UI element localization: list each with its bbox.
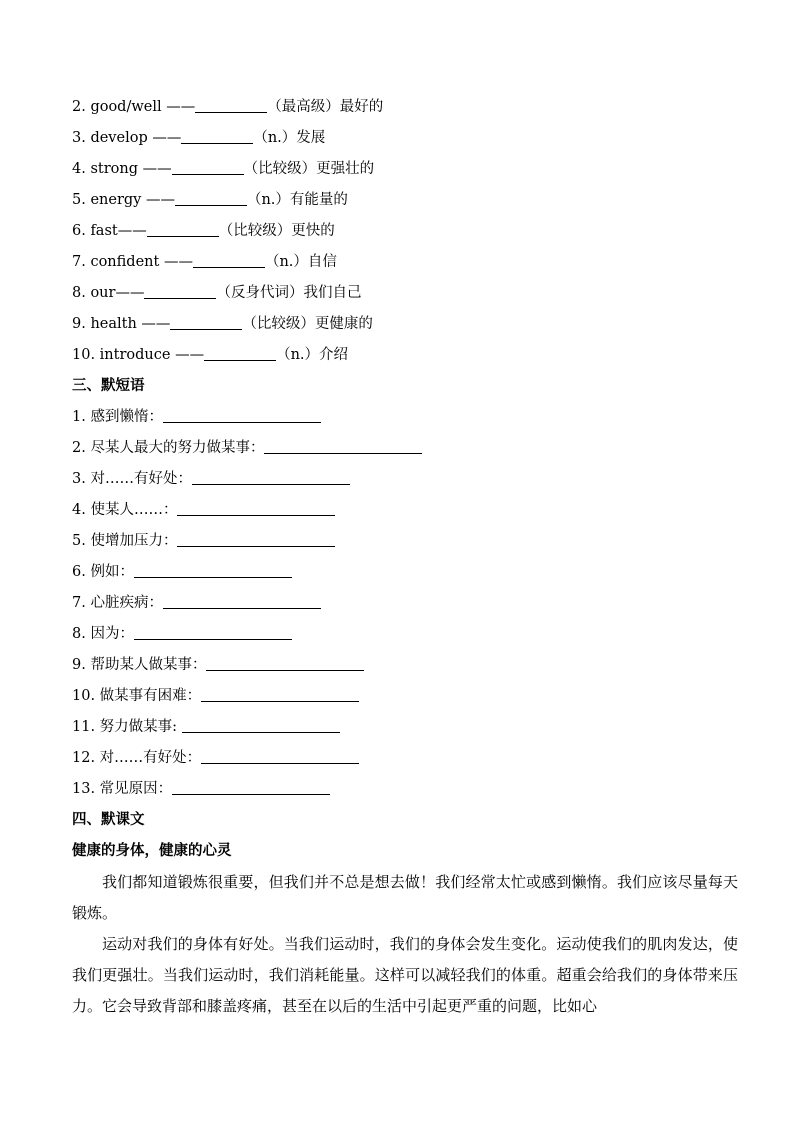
answer-blank[interactable] xyxy=(177,498,335,516)
answer-blank[interactable] xyxy=(201,684,359,702)
phrase-item: 3. 对……有好处： xyxy=(72,464,738,495)
answer-blank[interactable] xyxy=(195,95,267,113)
vocab-item: 2. good/well —— （最高级）最好的 xyxy=(72,92,738,123)
phrase-item: 7. 心脏疾病： xyxy=(72,588,738,619)
vocab-item: 3. develop —— （n.）发展 xyxy=(72,123,738,154)
phrase-item: 8. 因为： xyxy=(72,619,738,650)
answer-blank[interactable] xyxy=(192,467,350,485)
answer-blank[interactable] xyxy=(175,188,247,206)
phrase-item: 2. 尽某人最大的努力做某事： xyxy=(72,433,738,464)
vocab-item: 6. fast—— （比较级）更快的 xyxy=(72,216,738,247)
vocab-item: 8. our—— （反身代词）我们自己 xyxy=(72,278,738,309)
answer-blank[interactable] xyxy=(163,405,321,423)
vocab-item: 7. confident —— （n.）自信 xyxy=(72,247,738,278)
phrase-item: 4. 使某人……： xyxy=(72,495,738,526)
vocab-item: 10. introduce —— （n.）介绍 xyxy=(72,340,738,371)
answer-blank[interactable] xyxy=(134,622,292,640)
phrase-item: 11. 努力做某事: xyxy=(72,712,738,743)
vocab-item: 4. strong —— （比较级）更强壮的 xyxy=(72,154,738,185)
answer-blank[interactable] xyxy=(144,281,216,299)
answer-blank[interactable] xyxy=(147,219,219,237)
passage-paragraph: 运动对我们的身体有好处。当我们运动时，我们的身体会发生变化。运动使我们的肌肉发达，使我们更强壮。当我们运动时，我们消耗能量。这样可以减轻我们的体重。超重会给我们的身体带来压力。它会导致背部和膝盖疼痛，甚至在以后的生活中引起更严重的问题，比如心 xyxy=(72,935,738,1015)
section-heading-text: 四、默课文 xyxy=(72,812,145,828)
answer-blank[interactable] xyxy=(182,715,340,733)
phrase-item: 5. 使增加压力： xyxy=(72,526,738,557)
answer-blank[interactable] xyxy=(264,436,422,454)
answer-blank[interactable] xyxy=(181,126,253,144)
phrase-item: 6. 例如： xyxy=(72,557,738,588)
phrase-item: 12. 对……有好处： xyxy=(72,743,738,774)
answer-blank[interactable] xyxy=(193,250,265,268)
answer-blank[interactable] xyxy=(172,157,244,175)
answer-blank[interactable] xyxy=(206,653,364,671)
phrase-item: 10. 做某事有困难： xyxy=(72,681,738,712)
answer-blank[interactable] xyxy=(172,777,330,795)
passage-paragraph: 我们都知道锻炼很重要，但我们并不总是想去做！我们经常太忙或感到懒惰。我们应该尽量每天锻炼。 xyxy=(72,873,738,922)
vocab-item: 9. health —— （比较级）更健康的 xyxy=(72,309,738,340)
answer-blank[interactable] xyxy=(201,746,359,764)
answer-blank[interactable] xyxy=(134,560,292,578)
answer-blank[interactable] xyxy=(177,529,335,547)
phrase-list xyxy=(72,402,738,805)
passage-title: 健康的身体，健康的心灵 xyxy=(72,843,232,859)
vocab-item: 5. energy —— （n.）有能量的 xyxy=(72,185,738,216)
vocab-list xyxy=(72,92,738,371)
answer-blank[interactable] xyxy=(163,591,321,609)
worksheet-page xyxy=(72,92,738,1022)
phrase-item: 13. 常见原因： xyxy=(72,774,738,805)
phrase-item: 1. 感到懒惰： xyxy=(72,402,738,433)
answer-blank[interactable] xyxy=(204,343,276,361)
answer-blank[interactable] xyxy=(170,312,242,330)
phrase-item: 9. 帮助某人做某事： xyxy=(72,650,738,681)
section-heading-phrases: 三、默短语 xyxy=(72,378,145,394)
